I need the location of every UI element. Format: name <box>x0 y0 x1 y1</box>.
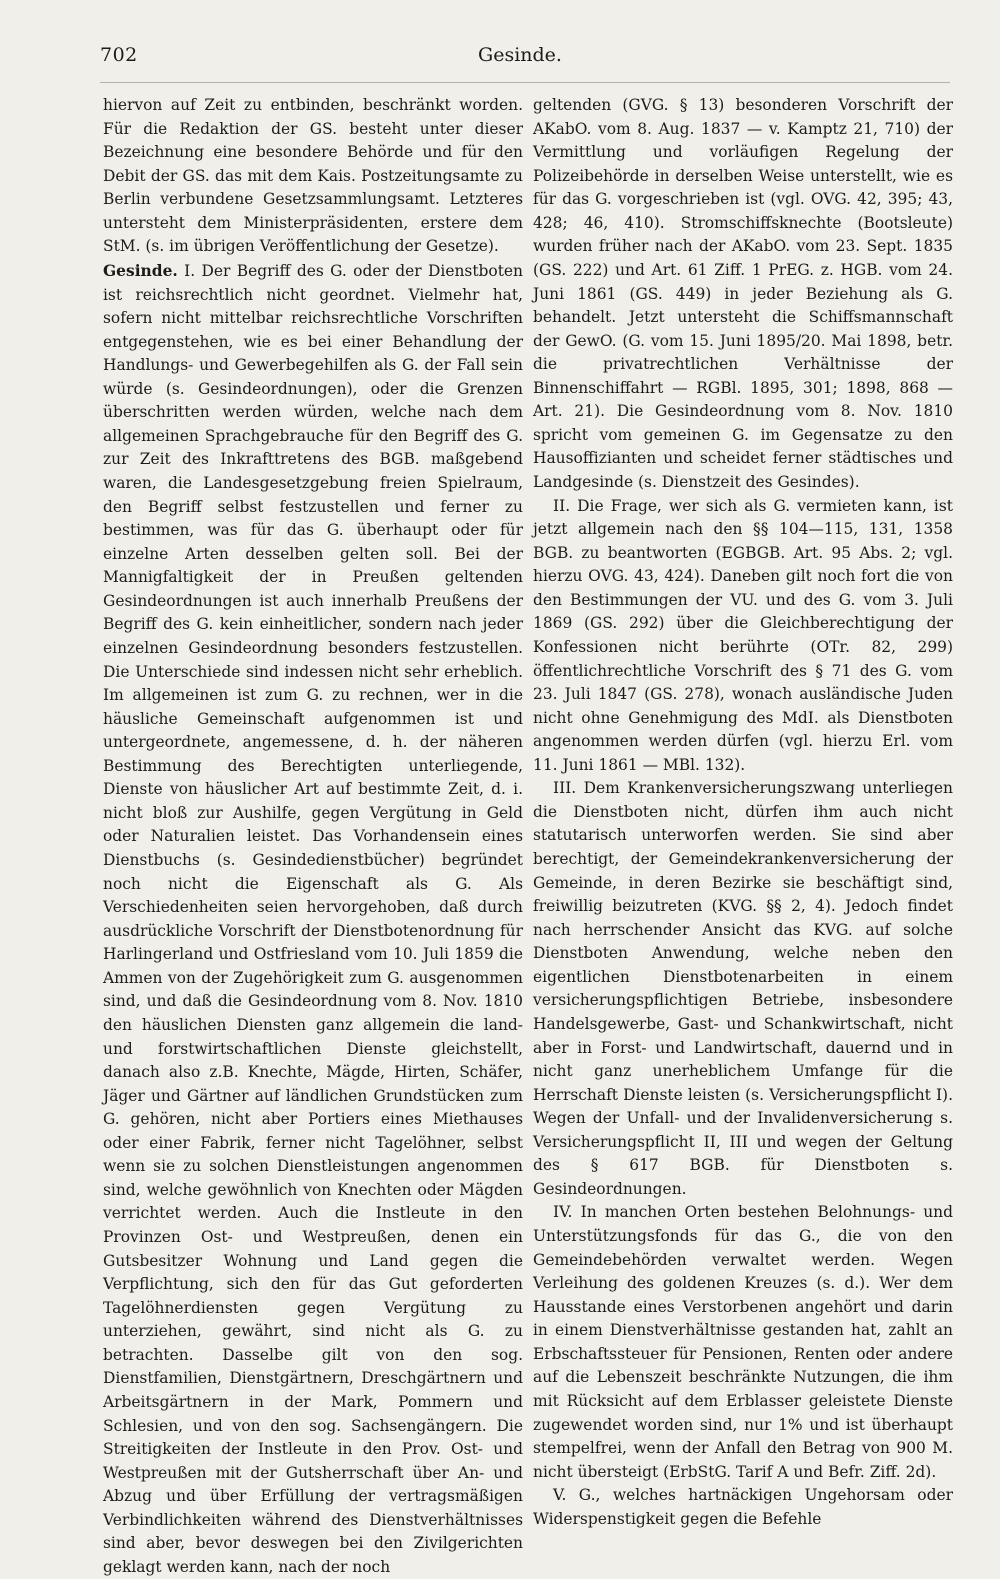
paragraph-section-2: II. Die Frage, wer sich als G. vermieten kann, ist jetzt allgemein nach den §§ 104—115, 131, 1358 BGB. zu beantworten (EGBGB. Art. 95 Abs. 2; vgl. hierzu OVG. 43, 424). Daneben gilt noch fort die von den Bestimmungen der VU. und des G. vom 3. Juli 1869 (GS. 292) über die Gleichberechtigung der Konfessionen nicht berührte (OTr. 82, 299) öffentlichrechtliche Vorschrift des § 71 des G. vom 23. Juli 1847 (GS. 278), wonach ausländische Juden nicht ohne Genehmigung des MdI. als Dienstboten angenommen werden dürfen (vgl. hierzu Erl. vom 11. Juni 1861 — MBl. 132). <box>533 496 953 774</box>
header-divider <box>100 82 950 83</box>
paragraph-section-5: V. G., welches hartnäckigen Ungehorsam oder Widerspenstigkeit gegen die Befehle <box>533 1486 953 1528</box>
right-column <box>533 94 953 1531</box>
entry-body: I. Der Begriff des G. oder der Dienstboten ist reichsrechtlich nicht geordnet. Vielmehr hat, sofern nicht mittelbar reichsrechtliche Vorschriften entgegenstehen, wie es bei einer Behandlung der Handlungs- und Gewerbegehilfen als G. der Fall sein würde (s. Gesindeordnungen), oder die Grenzen überschritten werden würden, welche nach dem allgemeinen Sprachgebrauche für den Begriff des G. zur Zeit des Inkrafttretens des BGB. maßgebend waren, die Landesgesetzgebung freien Spielraum, den Begriff selbst festzustellen und ferner zu bestimmen, was für das G. überhaupt oder für einzelne Arten desselben gelten soll. Bei der Mannigfaltigkeit der in Preußen geltenden Gesindeordnungen ist auch innerhalb Preußens der Begriff des G. kein einheitlicher, sondern nach jeder einzelnen Gesindeordnung besonders festzustellen. Die Unterschiede sind indessen nicht sehr erheblich. Im allgemeinen ist zum G. zu rechnen, wer in die häusliche Gemeinschaft aufgenommen ist und untergeordnete, angemessene, d. h. der näheren Bestimmung des Berechtigten unterliegende, Dienste von häuslicher Art auf bestimmte Zeit, d. i. nicht bloß zur Aushilfe, gegen Vergütung in Geld oder Naturalien leistet. Das Vorhandensein eines Dienstbuchs (s. Gesindedienstbücher) begründet noch nicht die Eigenschaft als G. Als Verschiedenheiten seien hervorgehoben, daß durch ausdrückliche Vorschrift der Dienstbotenordnung für Harlingerland und Ostfriesland vom 10. Juli 1859 die Ammen von der Zugehörigkeit zum G. ausgenommen sind, und daß die Gesindeordnung vom 8. Nov. 1810 den häuslichen Diensten ganz allgemein die land- und forstwirtschaftlichen Dienste gleichstellt, danach also z.B. Knechte, Mägde, Hirten, Schäfer, Jäger und Gärtner auf ländlichen Grundstücken zum G. gehören, nicht aber Portiers eines Miethauses oder einer Fabrik, ferner nicht Tagelöhner, selbst wenn sie zu solchen Dienstleistungen angenommen sind, welche gewöhnlich von Knechten oder Mägden verrichtet werden. Auch die Instleute in den Provinzen Ost- und Westpreußen, denen ein Gutsbesitzer Wohnung und Land gegen die Verpflichtung, sich den für das Gut geforderten Tagelöhnerdiensten gegen Vergütung zu unterziehen, gewährt, sind nicht als G. zu betrachten. Dasselbe gilt von den sog. Dienstfamilien, Dienstgärtnern, Dreschgärtnern und Arbeitsgärtnern in der Mark, Pommern und Schlesien, und von den sog. Sachsengängern. Die Streitigkeiten der Instleute in den Prov. Ost- und Westpreußen mit der Gutsherrschaft über An- und Abzug und über Erfüllung der vertragsmäßigen Verbindlichkeiten während des Dienstverhältnisses sind aber, bevor deswegen bei den Zivilgerichten geklagt werden kann, nach der noch <box>103 261 523 1576</box>
paragraph-continuation: geltenden (GVG. § 13) besonderen Vorschrift der AKabO. vom 8. Aug. 1837 — v. Kamptz 21, 710) der Vermittlung und vorläufigen Regelung der Polizeibehörde in derselben Weise unterstellt, wie es für das G. vorgeschrieben ist (vgl. OVG. 42, 395; 43, 428; 46, 410). Stromschiffsknechte (Bootsleute) wurden früher nach der AKabO. vom 23. Sept. 1835 (GS. 222) und Art. 61 Ziff. 1 PrEG. z. HGB. vom 24. Juni 1861 (GS. 449) in jeder Beziehung als G. behandelt. Jetzt untersteht die Schiffsmannschaft der GewO. (G. vom 15. Juni 1895/20. Mai 1898, betr. die privatrechtlichen Verhältnisse der Binnenschiffahrt — RGBl. 1895, 301; 1898, 868 — Art. 21). Die Gesindeordnung vom 8. Nov. 1810 spricht vom gemeinen G. im Gegensatze zu den Hausoffizianten und scheidet ferner städtisches und Landgesinde (s. Dienstzeit des Gesindes). <box>533 96 953 491</box>
left-column <box>103 94 523 1579</box>
running-head: Gesinde. <box>478 44 562 66</box>
paragraph-section-3: III. Dem Krankenversicherungszwang unterliegen die Dienstboten nicht, dürfen ihm auch nicht statutarisch unterworfen werden. Sie sind aber berechtigt, der Gemeindekrankenversicherung der Gemeinde, in deren Bezirke sie beschäftigt sind, freiwillig beizutreten (KVG. §§ 2, 4). Jedoch findet nach herrschender Ansicht das KVG. auf solche Dienstboten Anwendung, welche neben den eigentlichen Dienstbotenarbeiten in einem versicherungspflichtigen Betriebe, insbesondere Handelsgewerbe, Gast- und Schankwirtschaft, nicht aber in Forst- und Landwirtschaft, dauernd und in nicht ganz unerheblichem Umfange für die Herrschaft Dienste leisten (s. Versicherungspflicht I). Wegen der Unfall- und der Invalidenversicherung s. Versicherungspflicht II, III und wegen der Geltung des § 617 BGB. für Dienstboten s. Gesindeordnungen. <box>533 779 953 1198</box>
entry-headword: Gesinde. <box>103 260 178 280</box>
page-number: 702 <box>100 44 138 66</box>
paragraph-entry-gesinde <box>103 259 523 1579</box>
paragraph-continuation: hiervon auf Zeit zu entbinden, beschränkt worden. Für die Redaktion der GS. besteht unter dieser Bezeichnung eine besondere Behörde und für den Debit der GS. das mit dem Kais. Postzeitungsamte zu Berlin verbundene Gesetzsammlungsamt. Letzteres untersteht dem Ministerpräsidenten, erstere dem StM. (s. im übrigen Veröffentlichung der Gesetze). <box>103 96 523 256</box>
paragraph-section-4: IV. In manchen Orten bestehen Belohnungs- und Unterstützungsfonds für das G., die von den Gemeindebehörden verwaltet werden. Wegen Verleihung des goldenen Kreuzes (s. d.). Wer dem Hausstande eines Verstorbenen angehört und darin in einem Dienstverhältnisse gestanden hat, zahlt an Erbschaftssteuer für Pensionen, Renten oder andere auf die Lebenszeit beschränkte Nutzungen, die ihm mit Rücksicht auf dem Erblasser geleistete Dienste zugewendet worden sind, nur 1% und ist überhaupt stempelfrei, wenn der Anfall den Betrag von 900 M. nicht übersteigt (ErbStG. Tarif A und Befr. Ziff. 2d). <box>533 1203 953 1481</box>
